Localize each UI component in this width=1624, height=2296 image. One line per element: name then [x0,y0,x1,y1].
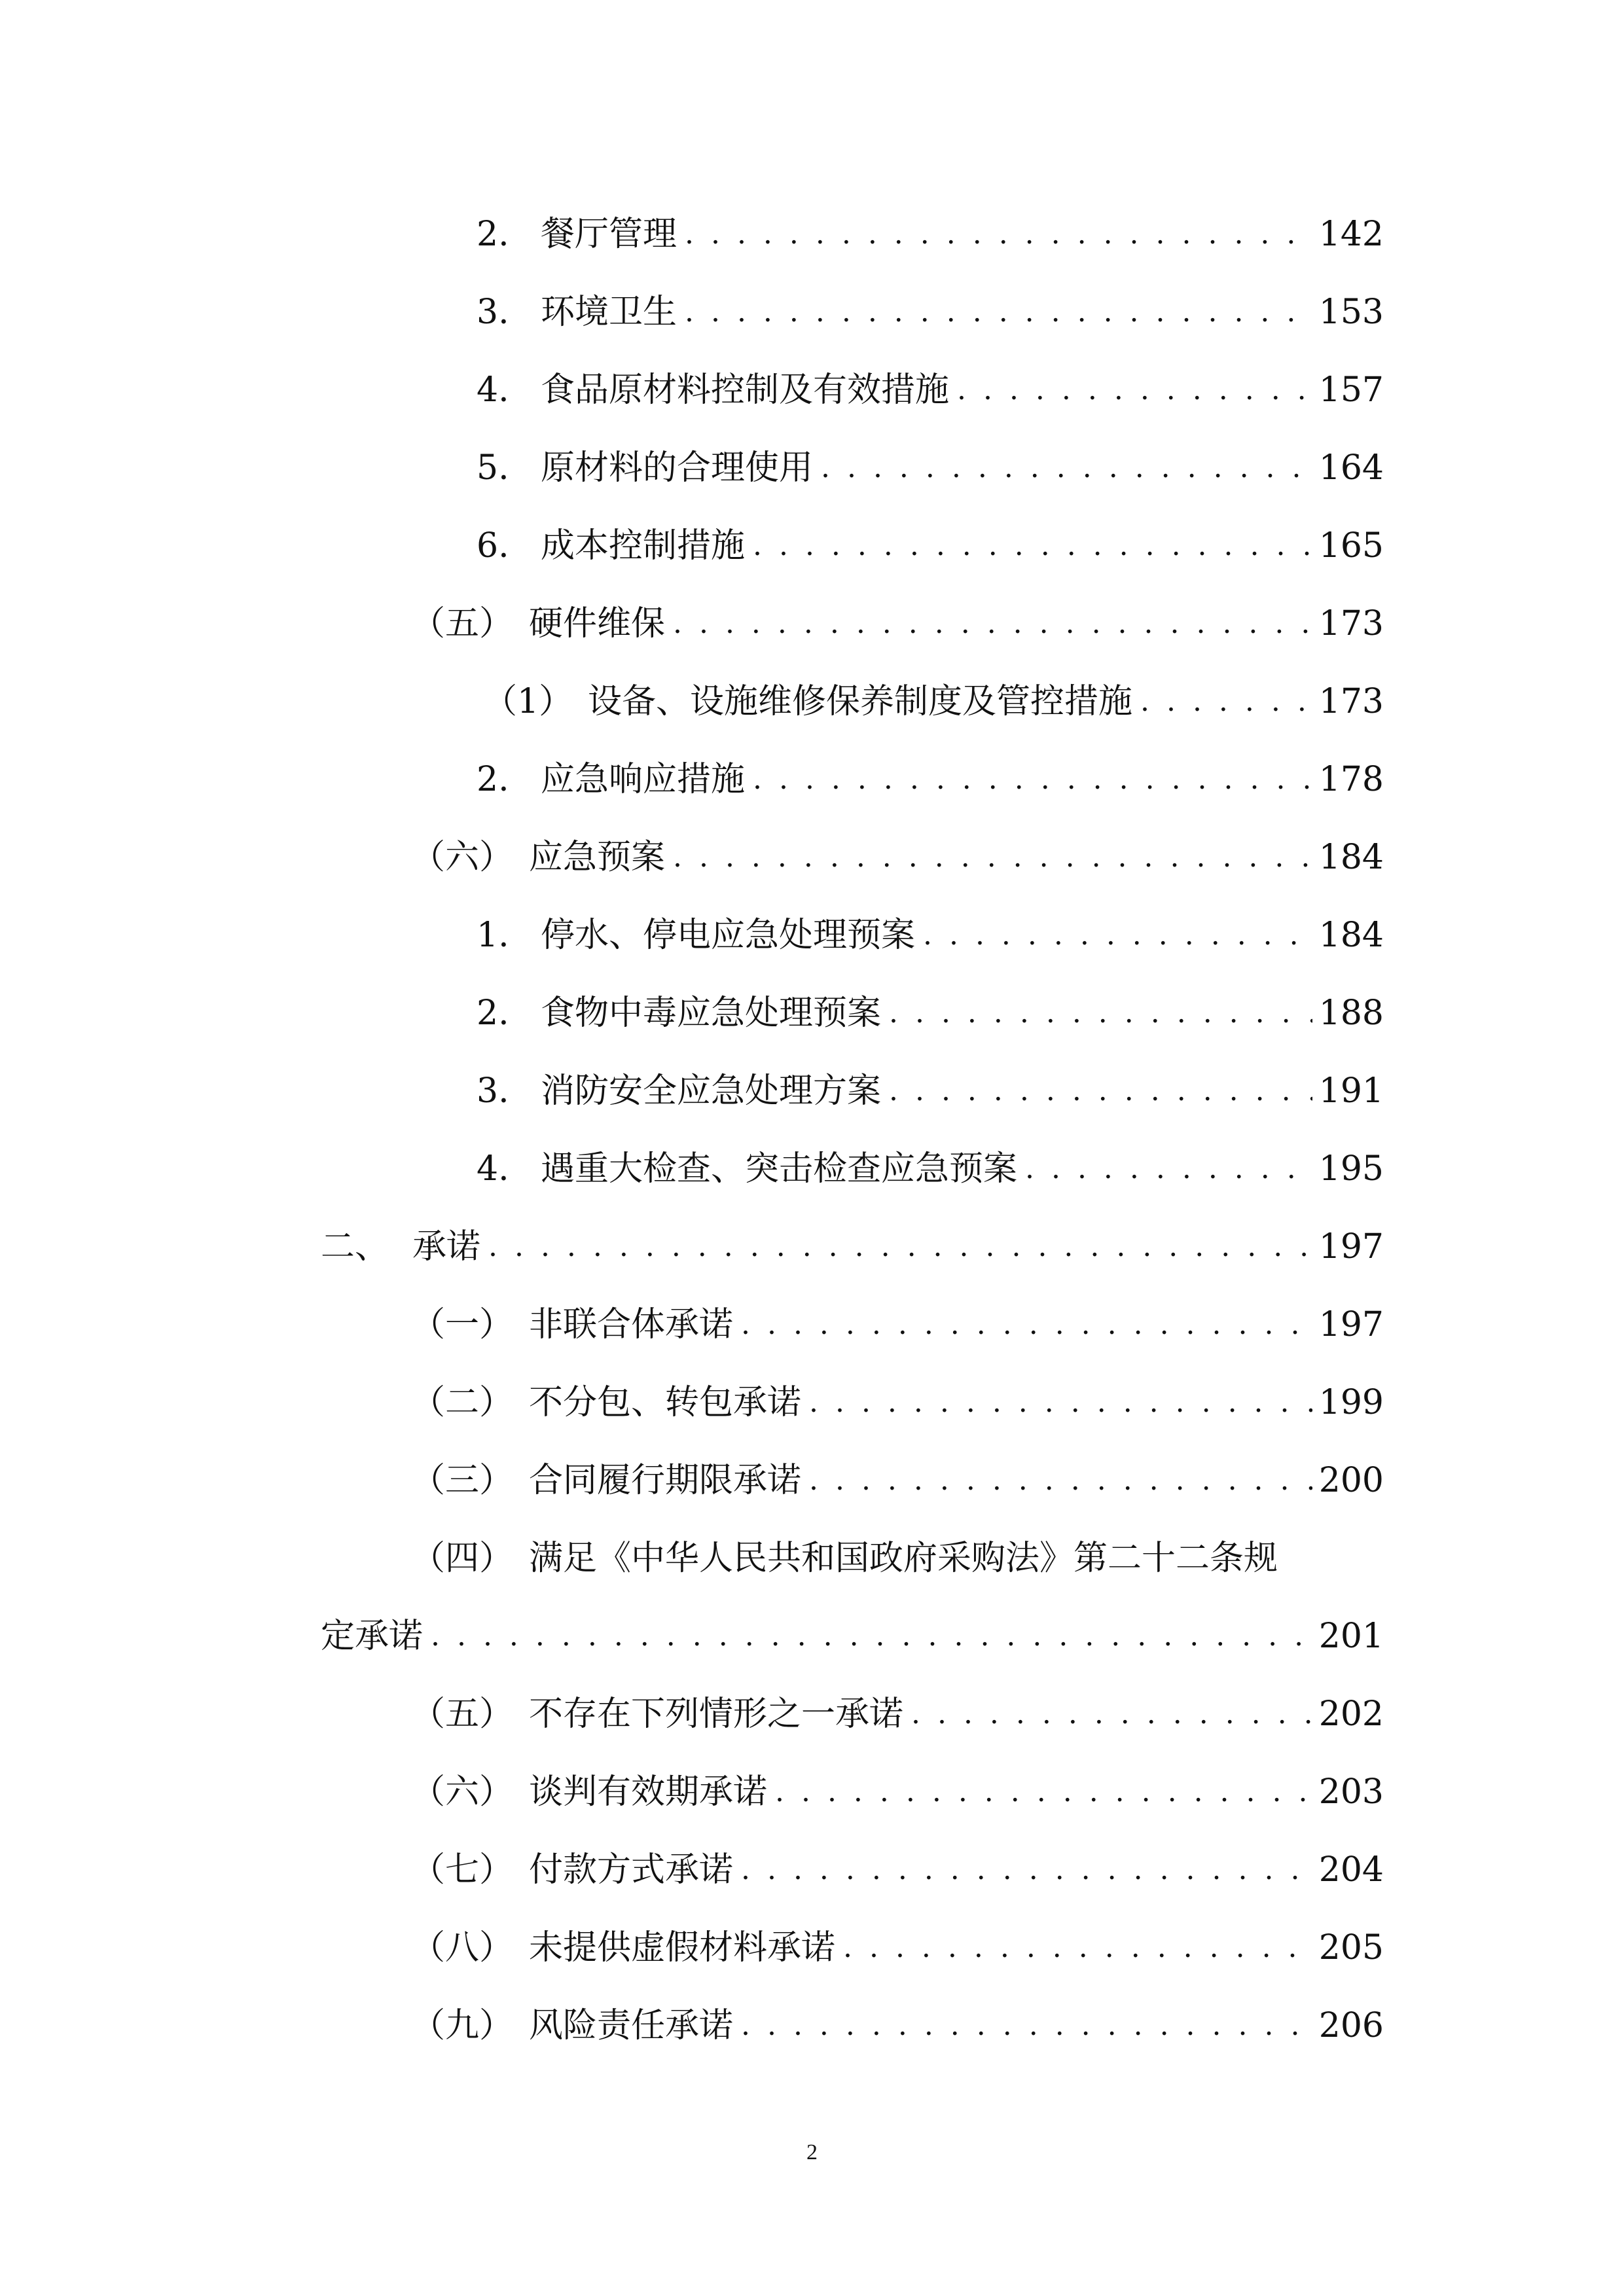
toc-entry[interactable] [477,208,1384,260]
toc-entry-title: 应急响应措施 [541,760,746,799]
toc-entry-title: 硬件维保 [529,604,666,643]
toc-entry-number: 1. [477,916,509,955]
toc-entry[interactable] [477,1143,1384,1195]
toc-entry[interactable] [321,1221,1384,1273]
toc-entry[interactable] [411,1688,1384,1740]
toc-entry-number: （二） [411,1383,514,1422]
toc-entry[interactable] [477,520,1384,572]
toc-entry-title: 设备、设施维修保养制度及管控措施 [588,682,1133,721]
toc-entry[interactable] [411,1454,1384,1507]
toc-entry[interactable] [411,1844,1384,1896]
toc-entry-page: 202 [1318,1695,1384,1734]
toc-entry-title: 原材料的合理使用 [541,448,814,488]
toc-entry-number: （七） [411,1850,514,1890]
toc-entry-page: 204 [1318,1850,1384,1890]
toc-entry-title: 未提供虚假材料承诺 [529,1928,836,1967]
toc-entry-title: 满足《中华人民共和国政府采购法》第二十二条规 [529,1539,1278,1578]
toc-dot-leader [488,1221,1312,1273]
toc-entry-page: 200 [1318,1461,1384,1500]
toc-entry-title: 不分包、转包承诺 [529,1383,802,1422]
toc-dot-leader [889,987,1312,1039]
toc-dot-leader [431,1610,1312,1662]
toc-dot-leader [957,364,1312,416]
toc-entry-title: 承诺 [412,1227,481,1266]
toc-dot-leader [753,520,1312,572]
toc-entry-number: （八） [411,1928,514,1967]
toc-entry-page: 184 [1318,838,1384,877]
toc-entry[interactable] [483,675,1384,728]
toc-entry-number: （六） [411,1772,514,1812]
toc-entry[interactable] [411,598,1384,650]
toc-entry-title: 风险责任承诺 [529,2006,734,2045]
toc-dot-leader [1140,675,1312,728]
toc-entry[interactable] [477,286,1384,338]
toc-entry-title: 消防安全应急处理方案 [541,1071,882,1111]
toc-entry-title: 合同履行期限承诺 [529,1461,802,1500]
toc-dot-leader [741,1299,1312,1351]
toc-entry-page: 201 [1318,1617,1384,1656]
toc-entry-title: 不存在下列情形之一承诺 [529,1695,904,1734]
toc-entry[interactable] [411,1766,1384,1818]
toc-entry-title: 谈判有效期承诺 [529,1772,768,1812]
toc-entry-page: 173 [1318,604,1384,643]
toc-dot-leader [673,831,1312,884]
toc-entry-page: 195 [1318,1149,1384,1189]
toc-entry-number: 3. [477,293,509,332]
toc-entry[interactable] [477,1065,1384,1117]
toc-entry-page: 157 [1318,370,1384,410]
toc-entry-page: 178 [1318,760,1384,799]
toc-entry-number: 4. [477,1149,509,1189]
toc-dot-leader [923,909,1312,961]
toc-entry[interactable] [411,831,1384,884]
toc-dot-leader [809,1376,1312,1429]
toc-entry-page: 153 [1318,293,1384,332]
toc-dot-leader [843,1922,1312,1974]
toc-entry-number: 3. [477,1071,509,1111]
toc-entry-number: （六） [411,838,514,877]
toc-entry-number: 二、 [321,1227,389,1266]
toc-entry[interactable] [477,909,1384,961]
toc-entry-page: 191 [1318,1071,1384,1111]
toc-entry-number: （九） [411,2006,514,2045]
toc-entry-wrapped-second-line[interactable] [321,1610,1384,1662]
toc-entry-number: 5. [477,448,509,488]
toc-entry-number: （四） [411,1539,514,1578]
toc-entry[interactable] [411,1376,1384,1429]
toc-entry-page: 188 [1318,994,1384,1033]
toc-dot-leader [673,598,1312,650]
toc-entry-number: 2. [477,760,509,799]
toc-entry-number: 2. [477,994,509,1033]
toc-dot-leader [911,1688,1312,1740]
toc-entry-page: 205 [1318,1928,1384,1967]
toc-entry-number: （五） [411,604,514,643]
toc-entry-title: 环境卫生 [541,293,677,332]
toc-dot-leader [889,1065,1312,1117]
toc-entry-number: 6. [477,526,509,565]
toc-entry-page: 164 [1318,448,1384,488]
toc-entry-number: （三） [411,1461,514,1500]
toc-entry-title-continued: 定承诺 [321,1617,424,1656]
page-number: 2 [806,2140,818,2164]
toc-dot-leader [685,286,1312,338]
toc-entry-number: （五） [411,1695,514,1734]
toc-entry-page: 173 [1318,682,1384,721]
toc-entry[interactable] [411,2000,1384,2052]
toc-entry[interactable] [477,987,1384,1039]
toc-dot-leader [809,1454,1312,1507]
toc-dot-leader [685,208,1312,260]
toc-entry-page: 206 [1318,2006,1384,2045]
toc-entry-title: 应急预案 [529,838,666,877]
toc-entry-number: （一） [411,1305,514,1344]
toc-dot-leader [821,442,1312,494]
toc-dot-leader [1025,1143,1312,1195]
toc-entry-number: 2. [477,215,509,254]
toc-entry-title: 食物中毒应急处理预案 [541,994,882,1033]
toc-entry[interactable] [477,442,1384,494]
toc-entry-title: 非联合体承诺 [529,1305,734,1344]
toc-entry-title: 停水、停电应急处理预案 [541,916,916,955]
toc-entry-page: 203 [1318,1772,1384,1812]
toc-dot-leader [741,1844,1312,1896]
toc-entry-page: 197 [1318,1227,1384,1266]
toc-entry[interactable] [411,1299,1384,1351]
toc-entry[interactable] [411,1922,1384,1974]
toc-entry-title: 付款方式承诺 [529,1850,734,1890]
toc-entry-title: 食品原材料控制及有效措施 [541,370,950,410]
toc-entry-title: 成本控制措施 [541,526,746,565]
toc-entry-title: 餐厅管理 [541,215,677,254]
toc-entry-title: 遇重大检查、突击检查应急预案 [541,1149,1018,1189]
toc-entry[interactable] [477,753,1384,806]
toc-entry-number: 4. [477,370,509,410]
toc-entry-wrapped-first-line[interactable] [411,1532,1384,1585]
toc-entry-page: 165 [1318,526,1384,565]
toc-dot-leader [775,1766,1312,1818]
toc-entry-number: （1） [483,682,573,721]
toc-entry-page: 197 [1318,1305,1384,1344]
toc-entry-page: 142 [1318,215,1384,254]
toc-entry-page: 184 [1318,916,1384,955]
toc-dot-leader [741,2000,1312,2052]
toc-entry-page: 199 [1318,1383,1384,1422]
toc-dot-leader [753,753,1312,806]
toc-entry[interactable] [477,364,1384,416]
